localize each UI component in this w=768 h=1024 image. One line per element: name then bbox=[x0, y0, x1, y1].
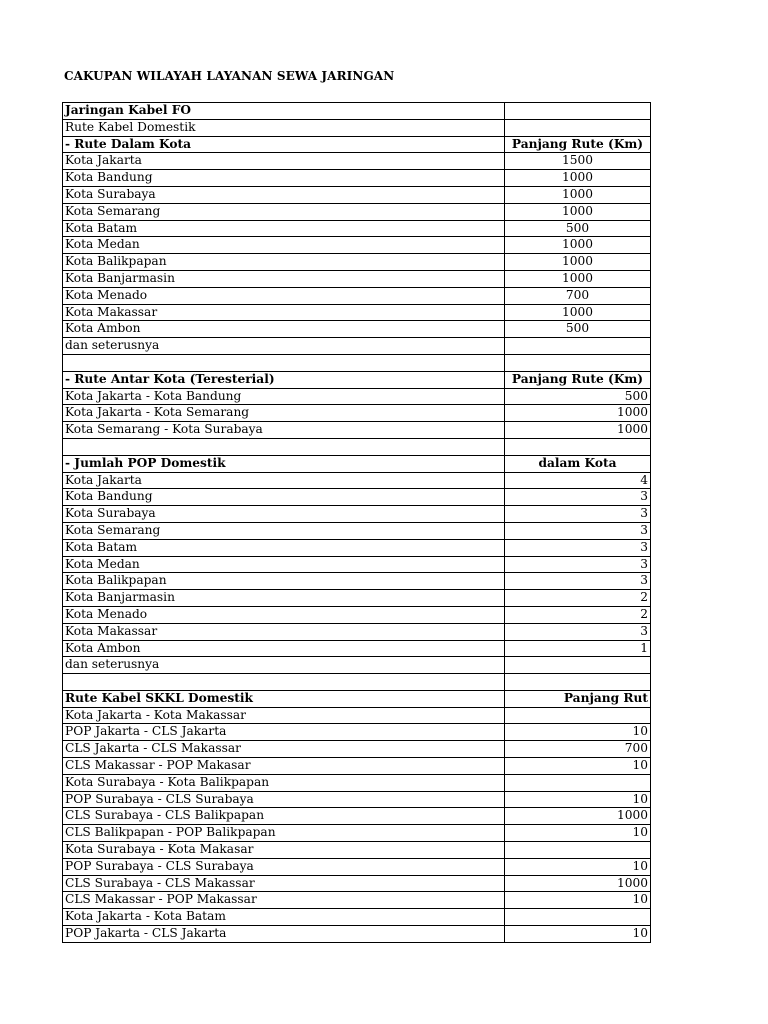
row-label bbox=[63, 354, 505, 371]
row-value bbox=[505, 674, 651, 691]
row-value: 1000 bbox=[505, 203, 651, 220]
row-label: Kota Menado bbox=[63, 606, 505, 623]
table-row bbox=[63, 674, 651, 691]
table-row bbox=[63, 489, 651, 506]
table-row bbox=[63, 690, 651, 707]
row-label: Kota Ambon bbox=[63, 321, 505, 338]
coverage-table-body bbox=[63, 103, 651, 943]
row-label: Kota Surabaya - Kota Balikpapan bbox=[63, 774, 505, 791]
row-value bbox=[505, 774, 651, 791]
row-label: CLS Balikpapan - POP Balikpapan bbox=[63, 825, 505, 842]
row-label: Kota Banjarmasin bbox=[63, 590, 505, 607]
row-label: CLS Surabaya - CLS Balikpapan bbox=[63, 808, 505, 825]
table-row bbox=[63, 405, 651, 422]
row-label: - Rute Dalam Kota bbox=[63, 136, 505, 153]
table-row bbox=[63, 438, 651, 455]
row-label: POP Jakarta - CLS Jakarta bbox=[63, 926, 505, 943]
table-row bbox=[63, 170, 651, 187]
table-row bbox=[63, 724, 651, 741]
row-label: Kota Surabaya bbox=[63, 186, 505, 203]
row-value bbox=[505, 909, 651, 926]
row-value: 3 bbox=[505, 573, 651, 590]
table-row bbox=[63, 539, 651, 556]
row-label: POP Jakarta - CLS Jakarta bbox=[63, 724, 505, 741]
table-row bbox=[63, 220, 651, 237]
table-row bbox=[63, 270, 651, 287]
table-row bbox=[63, 791, 651, 808]
row-value: 1000 bbox=[505, 405, 651, 422]
row-label: Kota Bandung bbox=[63, 489, 505, 506]
table-row bbox=[63, 388, 651, 405]
table-row bbox=[63, 338, 651, 355]
table-row bbox=[63, 657, 651, 674]
row-value: 4 bbox=[505, 472, 651, 489]
row-label: - Jumlah POP Domestik bbox=[63, 455, 505, 472]
row-value: Panjang Rute (Km) bbox=[505, 136, 651, 153]
row-value bbox=[505, 657, 651, 674]
row-label: Kota Balikpapan bbox=[63, 254, 505, 271]
document-title: CAKUPAN WILAYAH LAYANAN SEWA JARINGAN bbox=[64, 69, 395, 83]
row-value: 1000 bbox=[505, 422, 651, 439]
row-label: Jaringan Kabel FO bbox=[63, 103, 505, 120]
row-label: Kota Semarang bbox=[63, 522, 505, 539]
row-label bbox=[63, 438, 505, 455]
row-label: Kota Jakarta - Kota Semarang bbox=[63, 405, 505, 422]
row-value: 3 bbox=[505, 623, 651, 640]
table-row bbox=[63, 573, 651, 590]
row-label: Kota Batam bbox=[63, 220, 505, 237]
row-value: 1000 bbox=[505, 186, 651, 203]
table-row bbox=[63, 321, 651, 338]
row-value: 1500 bbox=[505, 153, 651, 170]
row-value: 10 bbox=[505, 758, 651, 775]
row-value: 700 bbox=[505, 287, 651, 304]
row-label: Kota Makassar bbox=[63, 623, 505, 640]
table-row bbox=[63, 186, 651, 203]
row-value: 1 bbox=[505, 640, 651, 657]
coverage-table bbox=[62, 102, 651, 943]
row-label: Kota Balikpapan bbox=[63, 573, 505, 590]
row-value bbox=[505, 842, 651, 859]
table-row bbox=[63, 136, 651, 153]
row-value: 10 bbox=[505, 892, 651, 909]
row-value: 10 bbox=[505, 858, 651, 875]
row-value: 10 bbox=[505, 926, 651, 943]
row-label: CLS Makassar - POP Makassar bbox=[63, 892, 505, 909]
row-value bbox=[505, 119, 651, 136]
row-label: Kota Banjarmasin bbox=[63, 270, 505, 287]
row-label bbox=[63, 674, 505, 691]
row-label: Rute Kabel Domestik bbox=[63, 119, 505, 136]
table-row bbox=[63, 606, 651, 623]
row-label: Kota Ambon bbox=[63, 640, 505, 657]
row-value: 1000 bbox=[505, 170, 651, 187]
table-row bbox=[63, 590, 651, 607]
table-row bbox=[63, 892, 651, 909]
row-label: Kota Batam bbox=[63, 539, 505, 556]
row-value: 3 bbox=[505, 539, 651, 556]
row-value: 10 bbox=[505, 724, 651, 741]
row-value: 500 bbox=[505, 321, 651, 338]
table-row bbox=[63, 371, 651, 388]
row-value: 2 bbox=[505, 590, 651, 607]
table-row bbox=[63, 506, 651, 523]
row-label: Kota Medan bbox=[63, 556, 505, 573]
table-row bbox=[63, 926, 651, 943]
row-value bbox=[505, 354, 651, 371]
table-row bbox=[63, 556, 651, 573]
table-row bbox=[63, 808, 651, 825]
table-row bbox=[63, 825, 651, 842]
row-label: CLS Jakarta - CLS Makassar bbox=[63, 741, 505, 758]
row-label: Kota Jakarta - Kota Batam bbox=[63, 909, 505, 926]
row-value: Panjang Rut bbox=[505, 690, 651, 707]
table-row bbox=[63, 103, 651, 120]
row-label: Kota Surabaya bbox=[63, 506, 505, 523]
row-value: 1000 bbox=[505, 304, 651, 321]
row-value: 3 bbox=[505, 556, 651, 573]
row-value: 3 bbox=[505, 506, 651, 523]
row-value: 1000 bbox=[505, 808, 651, 825]
row-label: Kota Jakarta - Kota Bandung bbox=[63, 388, 505, 405]
row-value: 700 bbox=[505, 741, 651, 758]
table-row bbox=[63, 640, 651, 657]
table-row bbox=[63, 153, 651, 170]
row-value bbox=[505, 438, 651, 455]
row-value: 1000 bbox=[505, 254, 651, 271]
table-row bbox=[63, 203, 651, 220]
row-label: CLS Surabaya - CLS Makassar bbox=[63, 875, 505, 892]
row-label: Kota Semarang bbox=[63, 203, 505, 220]
row-label: Kota Bandung bbox=[63, 170, 505, 187]
table-row bbox=[63, 909, 651, 926]
table-row bbox=[63, 707, 651, 724]
row-value: 1000 bbox=[505, 237, 651, 254]
row-label: Kota Jakarta bbox=[63, 153, 505, 170]
row-label: Kota Jakarta - Kota Makassar bbox=[63, 707, 505, 724]
table-row bbox=[63, 774, 651, 791]
row-value: 3 bbox=[505, 489, 651, 506]
row-label: POP Surabaya - CLS Surabaya bbox=[63, 858, 505, 875]
row-label: Rute Kabel SKKL Domestik bbox=[63, 690, 505, 707]
table-row bbox=[63, 237, 651, 254]
row-value: 2 bbox=[505, 606, 651, 623]
row-value: Panjang Rute (Km) bbox=[505, 371, 651, 388]
table-row bbox=[63, 287, 651, 304]
row-value bbox=[505, 338, 651, 355]
row-value: 10 bbox=[505, 791, 651, 808]
table-row bbox=[63, 422, 651, 439]
row-label: Kota Semarang - Kota Surabaya bbox=[63, 422, 505, 439]
table-row bbox=[63, 858, 651, 875]
row-value: 1000 bbox=[505, 270, 651, 287]
table-row bbox=[63, 875, 651, 892]
row-label: Kota Medan bbox=[63, 237, 505, 254]
row-label: Kota Menado bbox=[63, 287, 505, 304]
row-label: dan seterusnya bbox=[63, 657, 505, 674]
row-value bbox=[505, 103, 651, 120]
row-label: - Rute Antar Kota (Teresterial) bbox=[63, 371, 505, 388]
row-value: 500 bbox=[505, 220, 651, 237]
table-row bbox=[63, 522, 651, 539]
table-row bbox=[63, 758, 651, 775]
row-value bbox=[505, 707, 651, 724]
row-value: dalam Kota bbox=[505, 455, 651, 472]
row-label: Kota Surabaya - Kota Makasar bbox=[63, 842, 505, 859]
row-label: POP Surabaya - CLS Surabaya bbox=[63, 791, 505, 808]
row-value: 1000 bbox=[505, 875, 651, 892]
table-row bbox=[63, 304, 651, 321]
row-label: dan seterusnya bbox=[63, 338, 505, 355]
row-label: Kota Makassar bbox=[63, 304, 505, 321]
row-value: 500 bbox=[505, 388, 651, 405]
table-row bbox=[63, 741, 651, 758]
table-row bbox=[63, 842, 651, 859]
table-row bbox=[63, 472, 651, 489]
row-label: Kota Jakarta bbox=[63, 472, 505, 489]
table-row bbox=[63, 455, 651, 472]
row-label: CLS Makassar - POP Makasar bbox=[63, 758, 505, 775]
table-row bbox=[63, 119, 651, 136]
table-row bbox=[63, 254, 651, 271]
table-row bbox=[63, 623, 651, 640]
row-value: 3 bbox=[505, 522, 651, 539]
table-row bbox=[63, 354, 651, 371]
row-value: 10 bbox=[505, 825, 651, 842]
